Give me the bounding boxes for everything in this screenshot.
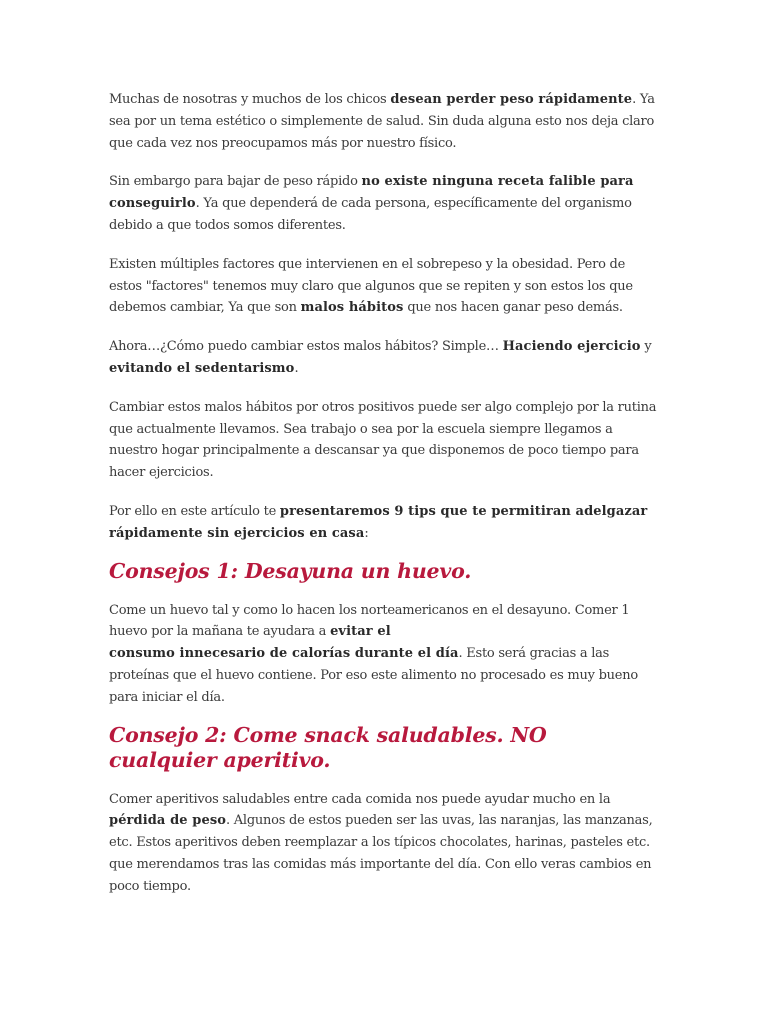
paragraph-routine xyxy=(109,397,661,484)
paragraph-tips-intro xyxy=(109,501,661,545)
text-run: Ahora…¿Cómo puedo cambiar estos malos hábitos? Simple… xyxy=(109,339,503,355)
paragraph-tip-1-body xyxy=(109,600,661,709)
text-run: y xyxy=(640,339,652,355)
text-run: Come un huevo tal y como lo hacen los norteamericanos en el desayuno. Comer 1 huevo por la mañana te ayudara a xyxy=(109,602,630,640)
text-run: Cambiar estos malos hábitos por otros positivos puede ser algo complejo por la rutina que actualmente llevamos. Sea trabajo o sea por la escuela siempre llegamos a nuestro hogar principalmente a descansar ya que disponemos de poco tiempo para hacer ejercicios. xyxy=(109,399,657,481)
text-run: que nos hacen ganar peso demás. xyxy=(403,300,623,316)
bold-phrase: no existe ninguna receta falible para conseguirlo xyxy=(109,174,634,212)
bold-phrase: evitar el xyxy=(330,624,391,640)
heading-tip-2: Consejo 2: Come snack saludables. NO cualquier aperitivo. xyxy=(109,722,547,772)
bold-phrase: pérdida de peso xyxy=(109,813,227,829)
bold-phrase: presentaremos 9 tips que te permitiran adelgazar rápidamente sin ejercicios en casa xyxy=(109,503,648,541)
paragraph-intro xyxy=(109,89,661,154)
text-run: . xyxy=(294,360,299,376)
paragraph-no-recipe xyxy=(109,171,661,236)
text-run: . Algunos de estos pueden ser las uvas, las naranjas, las manzanas, etc. Estos aperitivos deben reemplazar a los típicos chocolates, harinas, pasteles etc. que merendamos tras las comidas más importante del día. Con ello veras cambios en poco tiempo. xyxy=(109,813,653,894)
document-page xyxy=(109,89,661,898)
text-run: Muchas de nosotras y muchos de los chicos xyxy=(109,92,391,107)
bold-phrase: consumo innecesario de calorías durante el día xyxy=(109,646,459,662)
paragraph-factors xyxy=(109,254,661,319)
bold-phrase: evitando el sedentarismo xyxy=(109,360,295,376)
bold-phrase: Haciendo ejercicio xyxy=(502,339,641,355)
text-run: . Esto será gracias a las proteínas que el huevo contiene. Por eso este alimento no procesado es muy bueno para iniciar el día. xyxy=(109,646,638,705)
text-run: . Ya sea por un tema estético o simplemente de salud. Sin duda alguna esto nos deja claro que cada vez nos preocupamos más por nuestro físico. xyxy=(109,92,655,151)
text-run: : xyxy=(364,525,369,541)
text-run: Comer aperitivos saludables entre cada comida nos puede ayudar mucho en la xyxy=(109,791,611,807)
text-run: Existen múltiples factores que intervienen en el sobrepeso y la obesidad. Pero de estos "factores" tenemos muy claro que algunos que se repiten y son estos los que debemos cambiar, Ya que son xyxy=(109,256,633,316)
text-run: Por ello en este artículo te xyxy=(109,503,280,519)
bold-phrase: malos hábitos xyxy=(300,300,404,316)
text-run: . Ya que dependerá de cada persona, específicamente del organismo debido a que todos somos diferentes. xyxy=(109,196,632,233)
paragraph-tip-2-body xyxy=(109,789,661,898)
heading-tip-1: Consejos 1: Desayuna un huevo. xyxy=(109,558,472,583)
text-run: Sin embargo para bajar de peso rápido xyxy=(109,174,362,190)
bold-phrase: desean perder peso rápidamente xyxy=(390,92,633,107)
paragraph-how-to-change xyxy=(109,336,661,380)
